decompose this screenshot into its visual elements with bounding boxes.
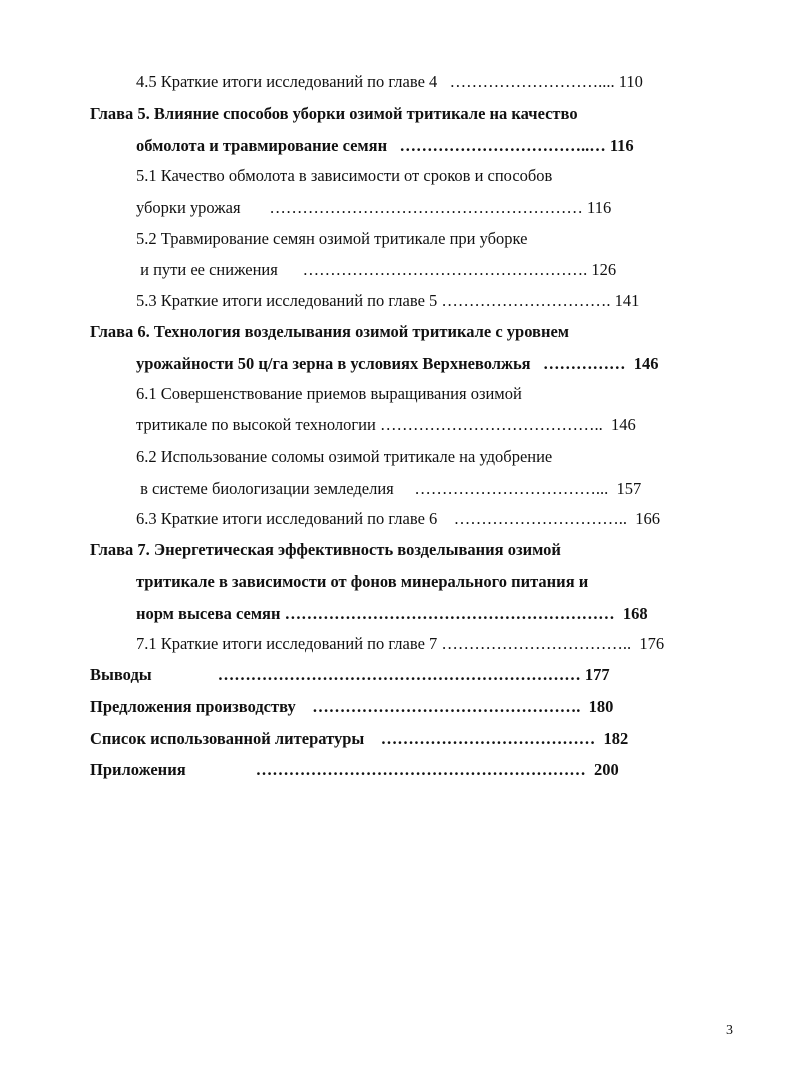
toc-line-5-3: 5.3 Краткие итоги исследований по главе 5 …………………………. 141 [136, 291, 640, 310]
toc-appendices: Приложения …………………………………………………… 200 [90, 760, 619, 779]
toc-proposals: Предложения производству …………………………………………. 180 [90, 697, 614, 716]
toc-chapter-6-title-cont: урожайности 50 ц/га зерна в условиях Верхневолжья …………… 146 [136, 354, 659, 373]
toc-line-6-2-cont: в системе биологизации земледелия ……………………………... 157 [136, 479, 642, 498]
toc-line-5-2: 5.2 Травмирование семян озимой тритикале при уборке [136, 229, 528, 248]
toc-references: Список использованной литературы ………………………………… 182 [90, 729, 629, 748]
toc-line-6-3: 6.3 Краткие итоги исследований по главе 6 ………………………….. 166 [136, 509, 661, 528]
toc-chapter-7-title-cont: тритикале в зависимости от фонов минерального питания и [136, 572, 589, 591]
toc-line-5-1: 5.1 Качество обмолота в зависимости от сроков и способов [136, 166, 553, 185]
toc-line-5-1-cont: уборки урожая ………………………………………………… 116 [136, 198, 612, 217]
toc-line-6-1-cont: тритикале по высокой технологии ………………………………….. 146 [136, 415, 636, 434]
toc-chapter-6-title: Глава 6. Технология возделывания озимой тритикале с уровнем [90, 322, 570, 341]
toc-chapter-7-title: Глава 7. Энергетическая эффективность возделывания озимой [90, 540, 561, 559]
toc-chapter-7-title-cont2: норм высева семян …………………………………………………… 168 [136, 604, 648, 623]
page-number: 3 [726, 1023, 733, 1038]
toc-chapter-5-title: Глава 5. Влияние способов уборки озимой тритикале на качество [90, 104, 578, 123]
toc-line-5-2-cont: и пути ее снижения ……………………………………………. 126 [136, 260, 617, 279]
toc-line-6-2: 6.2 Использование соломы озимой тритикале на удобрение [136, 447, 553, 466]
toc-line-6-1: 6.1 Совершенствование приемов выращивания озимой [136, 384, 522, 403]
toc-chapter-5-title-cont: обмолота и травмирование семян ……………………………..… 116 [136, 136, 634, 155]
toc-line-4-5: 4.5 Краткие итоги исследований по главе 4 ……………………….... 110 [136, 72, 643, 91]
toc-line-7-1: 7.1 Краткие итоги исследований по главе 7 …………………………….. 176 [136, 634, 665, 653]
toc-conclusions: Выводы ………………………………………………………… 177 [90, 665, 610, 684]
